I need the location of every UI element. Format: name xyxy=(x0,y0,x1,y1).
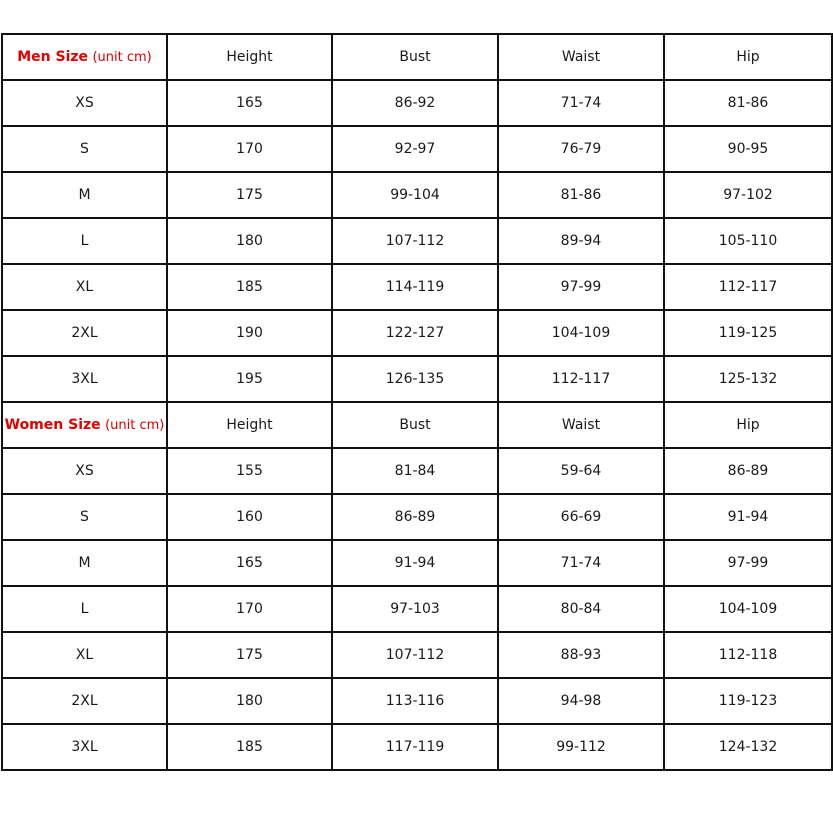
size-label: 3XL xyxy=(2,724,167,770)
measurement-cell: 81-86 xyxy=(498,172,664,218)
measurement-cell: 170 xyxy=(167,126,332,172)
table-row xyxy=(2,540,832,586)
women-size-title xyxy=(2,402,167,448)
measurement-cell: 91-94 xyxy=(664,494,832,540)
measurement-cell: 190 xyxy=(167,310,332,356)
measurement-cell: 86-89 xyxy=(332,494,498,540)
column-header: Hip xyxy=(664,34,832,80)
men-size-title xyxy=(2,34,167,80)
measurement-cell: 66-69 xyxy=(498,494,664,540)
size-label: L xyxy=(2,586,167,632)
column-header: Bust xyxy=(332,402,498,448)
measurement-cell: 80-84 xyxy=(498,586,664,632)
measurement-cell: 97-99 xyxy=(498,264,664,310)
measurement-cell: 92-97 xyxy=(332,126,498,172)
measurement-cell: 99-104 xyxy=(332,172,498,218)
size-label: L xyxy=(2,218,167,264)
measurement-cell: 81-86 xyxy=(664,80,832,126)
table-row xyxy=(2,586,832,632)
table-row xyxy=(2,494,832,540)
measurement-cell: 107-112 xyxy=(332,632,498,678)
table-row xyxy=(2,218,832,264)
measurement-cell: 86-89 xyxy=(664,448,832,494)
column-header: Hip xyxy=(664,402,832,448)
table-row xyxy=(2,172,832,218)
measurement-cell: 88-93 xyxy=(498,632,664,678)
size-label: M xyxy=(2,172,167,218)
table-row xyxy=(2,126,832,172)
measurement-cell: 81-84 xyxy=(332,448,498,494)
size-label: XS xyxy=(2,80,167,126)
measurement-cell: 59-64 xyxy=(498,448,664,494)
size-chart-body xyxy=(2,34,832,770)
size-label: XS xyxy=(2,448,167,494)
table-row xyxy=(2,448,832,494)
measurement-cell: 86-92 xyxy=(332,80,498,126)
size-label: 2XL xyxy=(2,678,167,724)
size-label: XL xyxy=(2,632,167,678)
measurement-cell: 165 xyxy=(167,540,332,586)
women-size-header-row xyxy=(2,402,832,448)
table-row xyxy=(2,310,832,356)
table-row xyxy=(2,80,832,126)
table-row xyxy=(2,724,832,770)
size-label: XL xyxy=(2,264,167,310)
column-header: Waist xyxy=(498,34,664,80)
measurement-cell: 119-123 xyxy=(664,678,832,724)
measurement-cell: 175 xyxy=(167,632,332,678)
measurement-cell: 180 xyxy=(167,678,332,724)
measurement-cell: 112-117 xyxy=(664,264,832,310)
measurement-cell: 71-74 xyxy=(498,540,664,586)
women-size-unit-note: (unit cm) xyxy=(105,418,165,433)
measurement-cell: 91-94 xyxy=(332,540,498,586)
measurement-cell: 99-112 xyxy=(498,724,664,770)
measurement-cell: 112-118 xyxy=(664,632,832,678)
table-row xyxy=(2,264,832,310)
measurement-cell: 71-74 xyxy=(498,80,664,126)
size-label: M xyxy=(2,540,167,586)
size-label: S xyxy=(2,126,167,172)
table-row xyxy=(2,632,832,678)
measurement-cell: 124-132 xyxy=(664,724,832,770)
measurement-cell: 107-112 xyxy=(332,218,498,264)
men-size-header-row xyxy=(2,34,832,80)
size-label: 3XL xyxy=(2,356,167,402)
measurement-cell: 122-127 xyxy=(332,310,498,356)
column-header: Waist xyxy=(498,402,664,448)
measurement-cell: 185 xyxy=(167,264,332,310)
measurement-cell: 105-110 xyxy=(664,218,832,264)
measurement-cell: 97-99 xyxy=(664,540,832,586)
measurement-cell: 185 xyxy=(167,724,332,770)
measurement-cell: 90-95 xyxy=(664,126,832,172)
measurement-cell: 113-116 xyxy=(332,678,498,724)
measurement-cell: 114-119 xyxy=(332,264,498,310)
measurement-cell: 119-125 xyxy=(664,310,832,356)
table-row xyxy=(2,356,832,402)
measurement-cell: 126-135 xyxy=(332,356,498,402)
column-header: Height xyxy=(167,402,332,448)
measurement-cell: 170 xyxy=(167,586,332,632)
measurement-cell: 89-94 xyxy=(498,218,664,264)
measurement-cell: 160 xyxy=(167,494,332,540)
measurement-cell: 125-132 xyxy=(664,356,832,402)
measurement-cell: 104-109 xyxy=(498,310,664,356)
men-size-title-label: Men Size xyxy=(17,49,89,65)
table-row xyxy=(2,678,832,724)
measurement-cell: 97-102 xyxy=(664,172,832,218)
size-chart-table xyxy=(1,33,833,771)
measurement-cell: 195 xyxy=(167,356,332,402)
measurement-cell: 104-109 xyxy=(664,586,832,632)
measurement-cell: 94-98 xyxy=(498,678,664,724)
measurement-cell: 175 xyxy=(167,172,332,218)
measurement-cell: 97-103 xyxy=(332,586,498,632)
measurement-cell: 117-119 xyxy=(332,724,498,770)
women-size-title-label: Women Size xyxy=(4,417,101,433)
measurement-cell: 165 xyxy=(167,80,332,126)
measurement-cell: 112-117 xyxy=(498,356,664,402)
column-header: Bust xyxy=(332,34,498,80)
measurement-cell: 155 xyxy=(167,448,332,494)
measurement-cell: 76-79 xyxy=(498,126,664,172)
size-label: 2XL xyxy=(2,310,167,356)
size-label: S xyxy=(2,494,167,540)
measurement-cell: 180 xyxy=(167,218,332,264)
men-size-unit-note: (unit cm) xyxy=(92,50,152,65)
column-header: Height xyxy=(167,34,332,80)
